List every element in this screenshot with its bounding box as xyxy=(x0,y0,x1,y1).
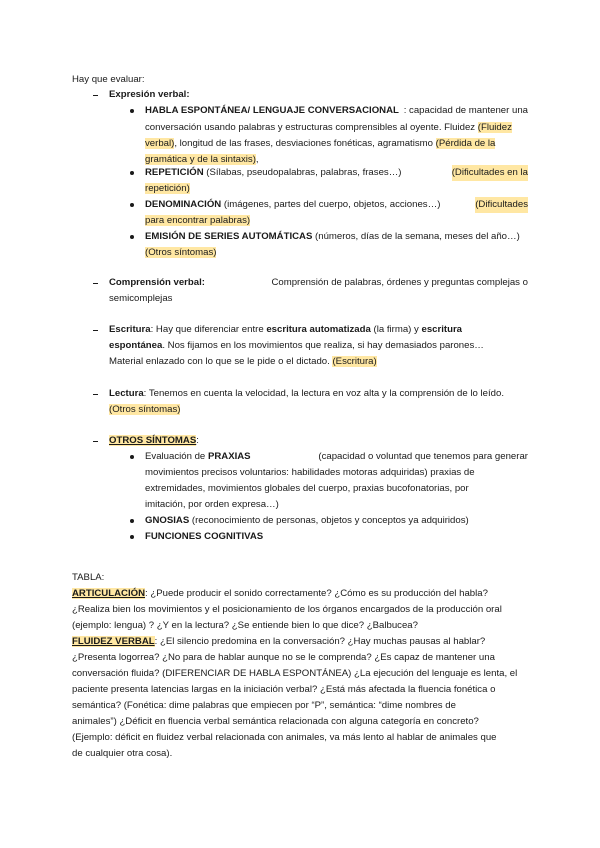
bullet-icon xyxy=(130,235,134,239)
otros-colon: : xyxy=(196,435,199,446)
habla-bold: HABLA ESPONTÁNEA/ LENGUAJE CONVERSACIONAL xyxy=(145,105,399,116)
escritura-line-3 xyxy=(109,354,377,370)
lectura-line-2 xyxy=(109,402,180,418)
highlight-note: (Escritura) xyxy=(332,356,377,367)
gnosias-bold: GNOSIAS xyxy=(145,515,190,526)
repeticion-line-2 xyxy=(145,181,190,197)
escritura-bold: escritura xyxy=(421,324,463,335)
denominacion-text: (imágenes, partes del cuerpo, objetos, acciones…) xyxy=(221,199,441,210)
escritura-line-2 xyxy=(109,338,484,354)
otros-title: OTROS SÍNTOMAS xyxy=(109,435,197,446)
dash-marker xyxy=(93,441,98,442)
comprension-line-1 xyxy=(109,275,528,291)
bullet-icon xyxy=(130,109,134,113)
dash-marker xyxy=(93,283,98,284)
gnosias-line xyxy=(145,513,469,529)
articulacion-line-1 xyxy=(72,586,488,602)
emision-text: (números, días de la semana, meses del año…) xyxy=(312,231,520,242)
bullet-icon xyxy=(130,455,134,459)
repeticion-bold: REPETICIÓN xyxy=(145,167,204,178)
dash-marker xyxy=(93,394,98,395)
praxias-line-2: movimientos precisos voluntarios: habilidades motoras adquiridas) praxias de xyxy=(145,467,475,478)
fluidez-line-3: conversación fluida? (DIFERENCIAR DE HABLA ESPONTÁNEA) ¿La ejecución del lenguaje es lenta, el xyxy=(72,668,518,679)
expresion-title: Expresión verbal: xyxy=(109,89,190,100)
habla-line-3 xyxy=(145,136,495,152)
comprension-bold: Comprensión verbal: xyxy=(109,277,205,288)
denominacion-bold: DENOMINACIÓN xyxy=(145,199,222,210)
highlight-note: (Otros síntomas) xyxy=(145,247,217,258)
escritura-text: : Hay que diferenciar entre xyxy=(150,324,267,335)
tabla-text: : ¿El silencio predomina en la conversación? ¿Hay muchas pausas al hablar? xyxy=(154,636,486,647)
lectura-bold: Lectura xyxy=(109,388,144,399)
header-title: Hay que evaluar: xyxy=(72,74,145,85)
repeticion-text: (Sílabas, pseudopalabras, palabras, frases…) xyxy=(203,167,402,178)
gnosias-text: (reconocimiento de personas, objetos y conceptos ya adquiridos) xyxy=(189,515,469,526)
fluidez-line-1 xyxy=(72,634,485,650)
escritura-line-1 xyxy=(109,322,528,338)
bullet-icon xyxy=(130,535,134,539)
habla-line-2 xyxy=(145,120,512,136)
highlight-note: (Dificultades en la xyxy=(452,165,528,181)
highlight-note: para encontrar palabras) xyxy=(145,215,251,226)
habla-line-1 xyxy=(145,103,528,119)
fluidez-line-7: (Ejemplo: déficit en fluidez verbal relacionada con animales, va más lento al hablar de animales que xyxy=(72,732,497,743)
articulacion-line-2: ¿Realiza bien los movimientos y el posicionamiento de los órganos encargados de la producción oral xyxy=(72,604,502,615)
emision-line-1 xyxy=(145,229,520,245)
praxias-text: Evaluación de xyxy=(145,451,208,462)
lectura-text: : Tenemos en cuenta la velocidad, la lectura en voz alta y la comprensión de lo leído. xyxy=(143,388,504,399)
fluidez-line-4: paciente presenta latencias largas en la iniciación verbal? ¿Está más afectada la fluencia fonética o xyxy=(72,684,496,695)
escritura-text: . Nos fijamos en los movimientos que realiza, si hay demasiados parones… xyxy=(162,340,484,351)
highlight-note: (Dificultades xyxy=(475,197,528,213)
habla-text: , longitud de las frases, desviaciones fonéticas, agramatismo xyxy=(174,138,436,149)
escritura-bold: escritura automatizada xyxy=(266,324,371,335)
comprension-text: Comprensión de palabras, órdenes y preguntas complejas o xyxy=(271,277,528,288)
fluidez-line-5: semántica? (Fonética: dime palabras que empiecen por “P”, semántica: “dime nombres de xyxy=(72,700,456,711)
tabla-title: TABLA: xyxy=(72,572,105,583)
highlight-note: repetición) xyxy=(145,183,190,194)
praxias-line-3: extremidades, movimientos globales del cuerpo, praxias bucofonatorias, por xyxy=(145,483,469,494)
habla-text: conversación usando palabras y estructuras comprensibles al oyente. Fluidez xyxy=(145,122,478,133)
habla-text: : capacidad de mantener una xyxy=(403,105,528,116)
praxias-bold: PRAXIAS xyxy=(207,451,251,462)
lectura-line-1 xyxy=(109,386,504,402)
highlight-note: (Fluidez xyxy=(477,122,512,133)
highlight-note: (Pérdida de la xyxy=(435,138,496,149)
denominacion-line-1 xyxy=(145,197,528,213)
escritura-bold: espontánea xyxy=(109,340,163,351)
articulacion-line-3: (ejemplo: lengua) ? ¿Y en la lectura? ¿Se entiende bien lo que dice? ¿Balbucea? xyxy=(72,620,418,631)
highlight-note: gramática y de la sintaxis) xyxy=(145,154,256,165)
emision-bold: EMISIÓN DE SERIES AUTOMÁTICAS xyxy=(145,231,313,242)
dash-marker xyxy=(93,330,98,331)
repeticion-line-1 xyxy=(145,165,528,181)
highlight-note: (Otros síntomas) xyxy=(109,404,181,415)
escritura-bold: Escritura xyxy=(109,324,151,335)
fluidez-line-2: ¿Presenta logorrea? ¿No para de hablar aunque no se le comprenda? ¿Es capaz de mantener una xyxy=(72,652,495,663)
praxias-line-1 xyxy=(145,449,528,465)
fluidez-line-8: de cualquier otra cosa). xyxy=(72,748,173,759)
bullet-icon xyxy=(130,519,134,523)
articulacion-label: ARTICULACIÓN xyxy=(72,588,146,599)
praxias-text: (capacidad o voluntad que tenemos para generar xyxy=(318,451,528,462)
denominacion-line-2 xyxy=(145,213,250,229)
emision-line-2 xyxy=(145,245,216,261)
otros-title-line xyxy=(109,433,199,449)
fluidez-line-6: animales”) ¿Déficit en fluencia verbal semántica relacionada con alguna categoría en concreto? xyxy=(72,716,479,727)
escritura-text: Material enlazado con lo que se le pide o el dictado. xyxy=(109,356,333,367)
comprension-line-2: semicomplejas xyxy=(109,293,173,304)
escritura-text: (la firma) y xyxy=(370,324,422,335)
praxias-line-4: imitación, por orden expresa…) xyxy=(145,499,279,510)
bullet-icon xyxy=(130,203,134,207)
habla-text: , xyxy=(255,154,259,165)
bullet-icon xyxy=(130,171,134,175)
funciones-line: FUNCIONES COGNITIVAS xyxy=(145,531,264,542)
tabla-text: : ¿Puede producir el sonido correctamente? ¿Cómo es su producción del habla? xyxy=(145,588,488,599)
fluidez-label: FLUIDEZ VERBAL xyxy=(72,636,155,647)
highlight-note: verbal) xyxy=(145,138,175,149)
dash-marker xyxy=(93,95,98,96)
